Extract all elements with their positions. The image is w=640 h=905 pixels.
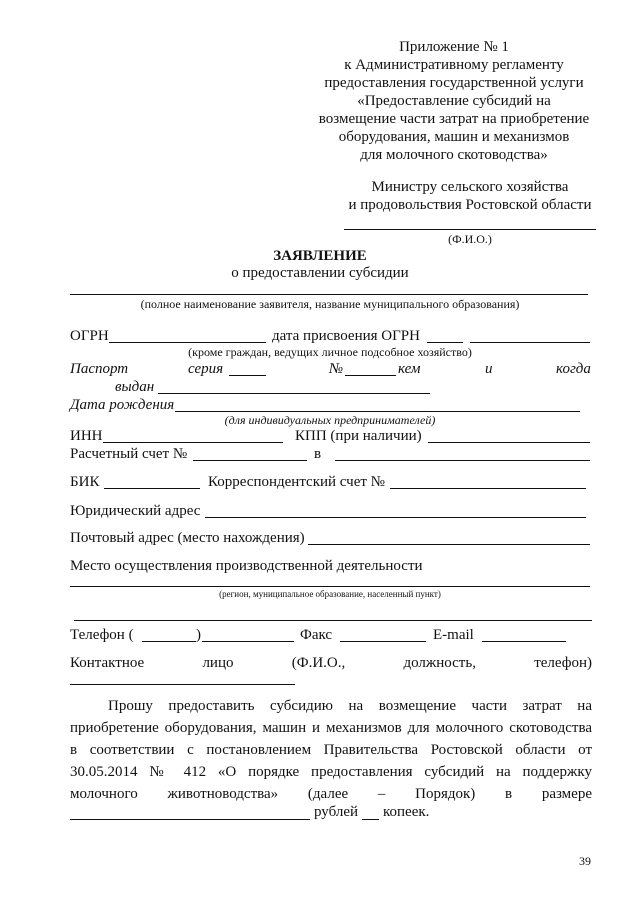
bik-field[interactable] bbox=[104, 488, 200, 489]
legal-address-field-1[interactable] bbox=[205, 517, 360, 518]
addressee-fio-caption: (Ф.И.О.) bbox=[448, 232, 492, 246]
rubles-label: рублей bbox=[314, 804, 359, 820]
addressee-line: и продовольствия Ростовской области bbox=[348, 197, 592, 213]
subsidy-kopecks-field[interactable] bbox=[362, 819, 379, 820]
header-line: оборудования, машин и механизмов bbox=[338, 129, 570, 145]
appendix-header bbox=[300, 38, 608, 164]
fax-label: Факс bbox=[300, 627, 333, 643]
request-paragraph bbox=[70, 695, 592, 805]
header-line: Приложение № 1 bbox=[399, 39, 509, 55]
bik-label: БИК bbox=[70, 474, 100, 490]
ogrn-caption: (кроме граждан, ведущих личное подсобное хозяйство) bbox=[188, 345, 472, 359]
phone-number-field[interactable] bbox=[202, 641, 294, 642]
passport-issued-label: выдан bbox=[115, 379, 155, 395]
activity-place-field[interactable] bbox=[70, 586, 590, 587]
birth-date-label: Дата рождения bbox=[70, 397, 175, 413]
ogrn-label: ОГРН bbox=[70, 328, 109, 344]
postal-address-field-2[interactable] bbox=[372, 544, 590, 545]
ogrn-date-label: дата присвоения ОГРН bbox=[272, 328, 420, 344]
account-bank-field-1[interactable] bbox=[335, 460, 413, 461]
passport-number-label: № bbox=[329, 361, 344, 377]
addressee-line: Министру сельского хозяйства bbox=[371, 179, 569, 195]
addressee-fio-field[interactable] bbox=[344, 229, 596, 230]
contact-person-label bbox=[70, 654, 592, 672]
kopecks-label: копеек. bbox=[383, 804, 430, 820]
header-line: предоставления государственной услуги bbox=[324, 75, 584, 91]
phone-close-paren: ) bbox=[196, 627, 201, 643]
subsidy-rubles-field[interactable] bbox=[70, 819, 310, 820]
account-in-label: в bbox=[314, 446, 322, 462]
applicant-name-field[interactable] bbox=[70, 294, 588, 295]
passport-series-field[interactable] bbox=[229, 375, 266, 376]
activity-place-caption: (регион, муниципальное образование, населенный пункт) bbox=[219, 589, 441, 599]
legal-address-field-2[interactable] bbox=[360, 517, 586, 518]
inn-label: ИНН bbox=[70, 428, 103, 444]
phone-code-field[interactable] bbox=[142, 641, 196, 642]
passport-series-label: серия bbox=[188, 361, 224, 377]
header-line: возмещение части затрат на приобретение bbox=[318, 111, 590, 127]
postal-address-label: Почтовый адрес (место нахождения) bbox=[70, 530, 305, 546]
contact-person-field[interactable] bbox=[70, 684, 295, 685]
request-line: приобретение оборудования, машин и механизмов для молочного скотоводства bbox=[70, 720, 592, 736]
passport-and-label: и bbox=[485, 361, 493, 377]
birth-date-field[interactable] bbox=[175, 411, 580, 412]
kpp-label: КПП (при наличии) bbox=[295, 428, 422, 444]
activity-place-label: Место осуществления производственной деятельности bbox=[70, 558, 423, 574]
inn-field[interactable] bbox=[103, 442, 283, 443]
account-label: Расчетный счет № bbox=[70, 446, 188, 462]
corr-account-label: Корреспондентский счет № bbox=[208, 474, 385, 490]
request-line: молочного животноводства» (далее – Порядок) в размере bbox=[70, 786, 592, 802]
request-line: Прошу предоставить субсидию на возмещение части затрат на bbox=[108, 698, 592, 714]
header-line: для молочного скотоводства» bbox=[360, 147, 548, 163]
ogrn-date-field-1[interactable] bbox=[427, 342, 463, 343]
account-bank-field-2[interactable] bbox=[413, 460, 590, 461]
email-field[interactable] bbox=[482, 641, 566, 642]
addressee-block bbox=[330, 178, 610, 214]
header-line: к Административному регламенту bbox=[344, 57, 564, 73]
contact-word: (Ф.И.О., bbox=[291, 655, 346, 671]
page-number: 39 bbox=[579, 854, 591, 868]
contact-word: должность, bbox=[403, 655, 476, 671]
activity-place-field-2[interactable] bbox=[74, 620, 592, 621]
form-title: ЗАЯВЛЕНИЕ bbox=[273, 248, 367, 264]
passport-label: Паспорт bbox=[70, 361, 129, 377]
corr-account-field[interactable] bbox=[390, 488, 586, 489]
account-field[interactable] bbox=[193, 460, 307, 461]
request-line: в соответствии с постановлением Правительства Ростовской области от bbox=[70, 742, 592, 758]
passport-issued-field[interactable] bbox=[158, 393, 430, 394]
kpp-field[interactable] bbox=[428, 442, 590, 443]
header-line: «Предоставление субсидий на bbox=[357, 93, 551, 109]
birth-date-caption: (для индивидуальных предпринимателей) bbox=[224, 413, 436, 427]
applicant-name-caption: (полное наименование заявителя, название муниципального образования) bbox=[140, 297, 520, 311]
form-subtitle: о предоставлении субсидии bbox=[231, 265, 409, 281]
contact-word: Контактное bbox=[70, 655, 145, 671]
phone-label: Телефон ( bbox=[70, 627, 134, 643]
email-label: E-mail bbox=[433, 627, 474, 643]
passport-when-label: когда bbox=[556, 361, 591, 377]
contact-word: телефон) bbox=[534, 655, 592, 671]
ogrn-field[interactable] bbox=[109, 342, 266, 343]
passport-number-field[interactable] bbox=[345, 375, 396, 376]
request-line: 30.05.2014 № 412 «О порядке предоставления субсидий на поддержку bbox=[70, 764, 592, 780]
legal-address-label: Юридический адрес bbox=[70, 503, 201, 519]
ogrn-date-field-2[interactable] bbox=[470, 342, 590, 343]
fax-field[interactable] bbox=[340, 641, 426, 642]
contact-word: лицо bbox=[202, 655, 234, 671]
passport-by-whom-label: кем bbox=[398, 361, 421, 377]
postal-address-field-1[interactable] bbox=[308, 544, 372, 545]
